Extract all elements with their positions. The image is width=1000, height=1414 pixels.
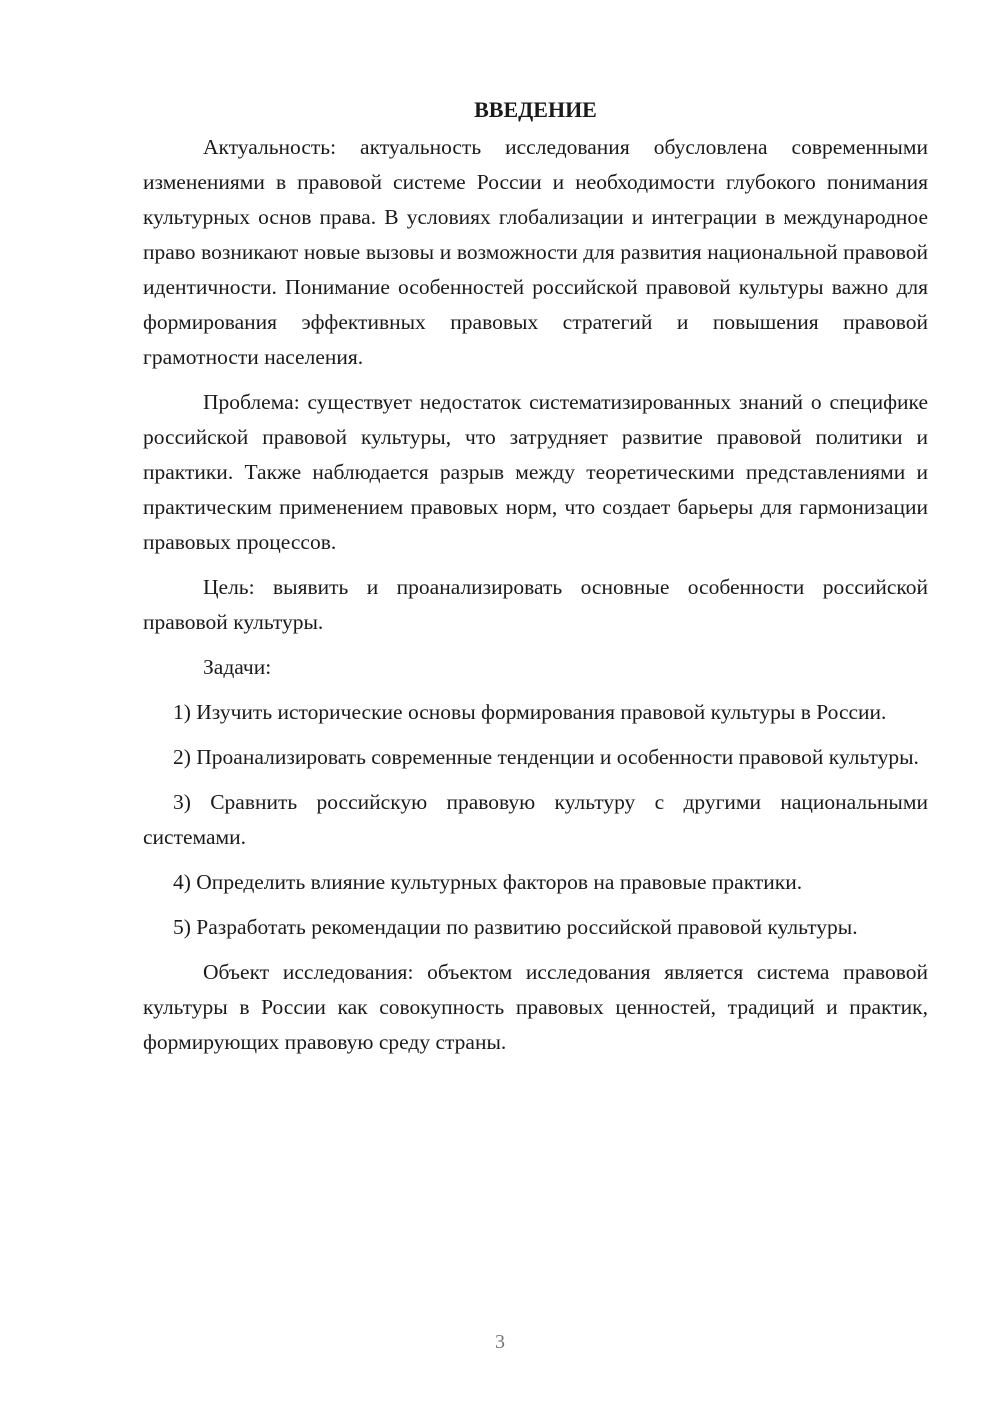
task-item: 3) Сравнить российскую правовую культуру с другими национальными системами. (143, 790, 928, 849)
task-item: 4) Определить влияние культурных факторов на правовые практики. (173, 870, 803, 894)
relevance-paragraph: Актуальность: актуальность исследования обусловлена современными изменениями в правовой системе России и необходимости глубокого понимания культурных основ права. В условиях глобализации и интеграции в международное право возникают новые вызовы и возможности для развития национальной правовой идентичности. Понимание особенностей российской правовой культуры важно для формирования эффективных правовых стратегий и повышения правовой грамотности населения. (143, 135, 928, 369)
document-page (143, 92, 928, 1070)
tasks-heading: Задачи: (203, 655, 272, 679)
task-item: 2) Проанализировать современные тенденции и особенности правовой культуры. (173, 745, 919, 769)
page-number: 3 (495, 1331, 505, 1353)
task-item: 5) Разработать рекомендации по развитию российской правовой культуры. (173, 915, 858, 939)
goal-paragraph: Цель: выявить и проанализировать основные особенности российской правовой культуры. (143, 575, 928, 634)
task-item: 1) Изучить исторические основы формирования правовой культуры в России. (173, 700, 887, 724)
problem-paragraph: Проблема: существует недостаток систематизированных знаний о специфике российской правовой культуры, что затрудняет развитие правовой политики и практики. Также наблюдается разрыв между теоретическими представлениями и практическим применением правовых норм, что создает барьеры для гармонизации правовых процессов. (143, 390, 928, 554)
object-paragraph: Объект исследования: объектом исследования является система правовой культуры в России как совокупность правовых ценностей, традиций и практик, формирующих правовую среду страны. (143, 960, 928, 1054)
section-title: ВВЕДЕНИЕ (474, 97, 597, 122)
